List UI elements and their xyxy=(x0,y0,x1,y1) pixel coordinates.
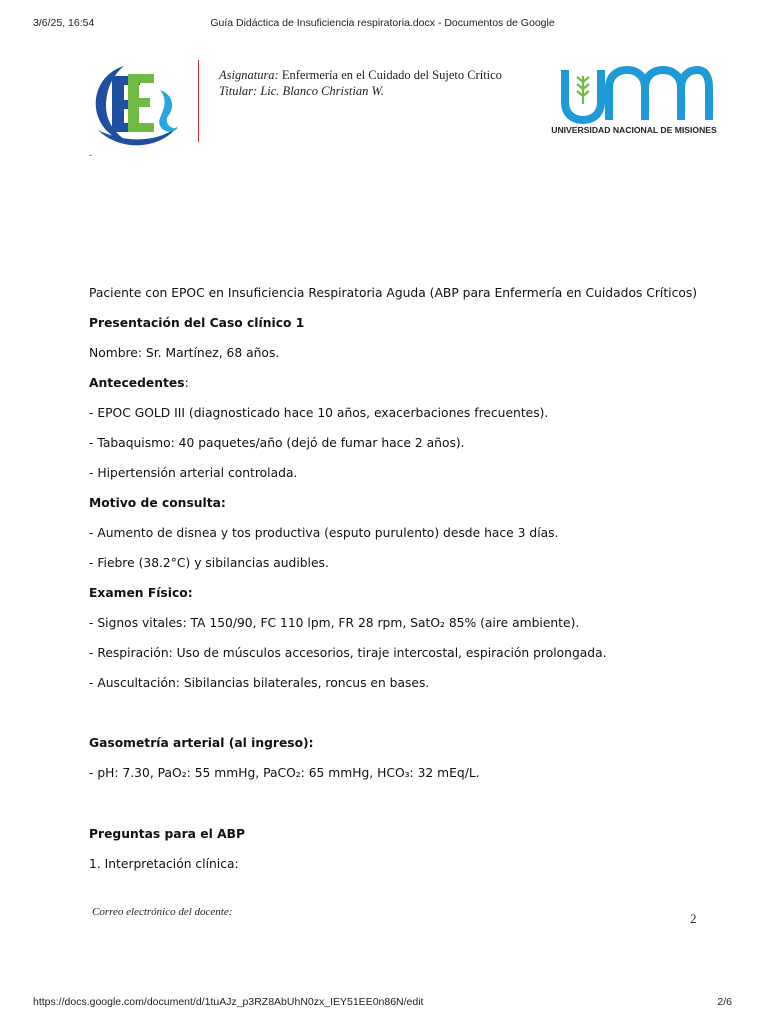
titular-line: Titular: Lic. Blanco Christian W. xyxy=(219,84,384,98)
print-doc-title: Guía Didáctica de Insuficiencia respiratoria.docx - Documentos de Google xyxy=(210,17,555,29)
unam-logo-text: UNIVERSIDAD NACIONAL DE MISIONES xyxy=(551,125,717,135)
print-footer xyxy=(33,996,732,1012)
examen-heading: Examen Físico: xyxy=(89,586,193,600)
antecedente-item: - Hipertensión arterial controlada. xyxy=(89,466,298,480)
page-number: 2 xyxy=(690,911,697,926)
teacher-email-label: Correo electrónico del docente: xyxy=(92,906,233,918)
print-datetime: 3/6/25, 16:54 xyxy=(33,17,95,29)
asignatura-line xyxy=(219,67,539,83)
presentation-heading: Presentación del Caso clínico 1 xyxy=(89,316,305,330)
antecedentes-heading: Antecedentes xyxy=(89,376,185,390)
motivo-item: - Aumento de disnea y tos productiva (esputo purulento) desde hace 3 días. xyxy=(89,526,559,540)
gasometria-heading: Gasometría arterial (al ingreso): xyxy=(89,736,314,750)
document-body xyxy=(89,283,709,884)
header-marker: - xyxy=(89,150,92,160)
case-title: Paciente con EPOC en Insuficiencia Respiratoria Aguda (ABP para Enfermería en Cuidados Críticos) xyxy=(89,286,698,300)
preguntas-heading: Preguntas para el ABP xyxy=(89,827,245,841)
examen-item: - Signos vitales: TA 150/90, FC 110 lpm, FR 28 rpm, SatO₂ 85% (aire ambiente). xyxy=(89,616,580,630)
document-meta xyxy=(219,67,539,99)
patient-name: Nombre: Sr. Martínez, 68 años. xyxy=(89,346,280,360)
print-page-count: 2/6 xyxy=(717,996,732,1008)
pregunta-item: 1. Interpretación clínica: xyxy=(89,857,239,871)
print-url: https://docs.google.com/document/d/1tuAJz_p3RZ8AbUhN0zx_IEY51EE0n86N/edit xyxy=(33,996,424,1008)
examen-item: - Respiración: Uso de músculos accesorios, tiraje intercostal, espiración prolongada. xyxy=(89,646,607,660)
examen-item: - Auscultación: Sibilancias bilaterales, roncus en bases. xyxy=(89,676,430,690)
antecedente-item: - Tabaquismo: 40 paquetes/año (dejó de fumar hace 2 años). xyxy=(89,436,465,450)
header-divider xyxy=(198,60,199,142)
unam-logo xyxy=(543,64,725,136)
gasometria-values: - pH: 7.30, PaO₂: 55 mmHg, PaCO₂: 65 mmHg, HCO₃: 32 mEq/L. xyxy=(89,766,480,780)
ee-logo xyxy=(90,60,182,148)
antecedentes-heading-line xyxy=(89,373,709,403)
motivo-item: - Fiebre (38.2°C) y sibilancias audibles. xyxy=(89,556,329,570)
asignatura-label: Asignatura: xyxy=(219,68,279,82)
antecedente-item: - EPOC GOLD III (diagnosticado hace 10 años, exacerbaciones frecuentes). xyxy=(89,406,549,420)
asignatura-value: Enfermería en el Cuidado del Sujeto Crítico xyxy=(278,68,502,82)
print-header xyxy=(33,17,732,33)
motivo-heading: Motivo de consulta: xyxy=(89,496,226,510)
antecedentes-colon: : xyxy=(184,376,189,390)
